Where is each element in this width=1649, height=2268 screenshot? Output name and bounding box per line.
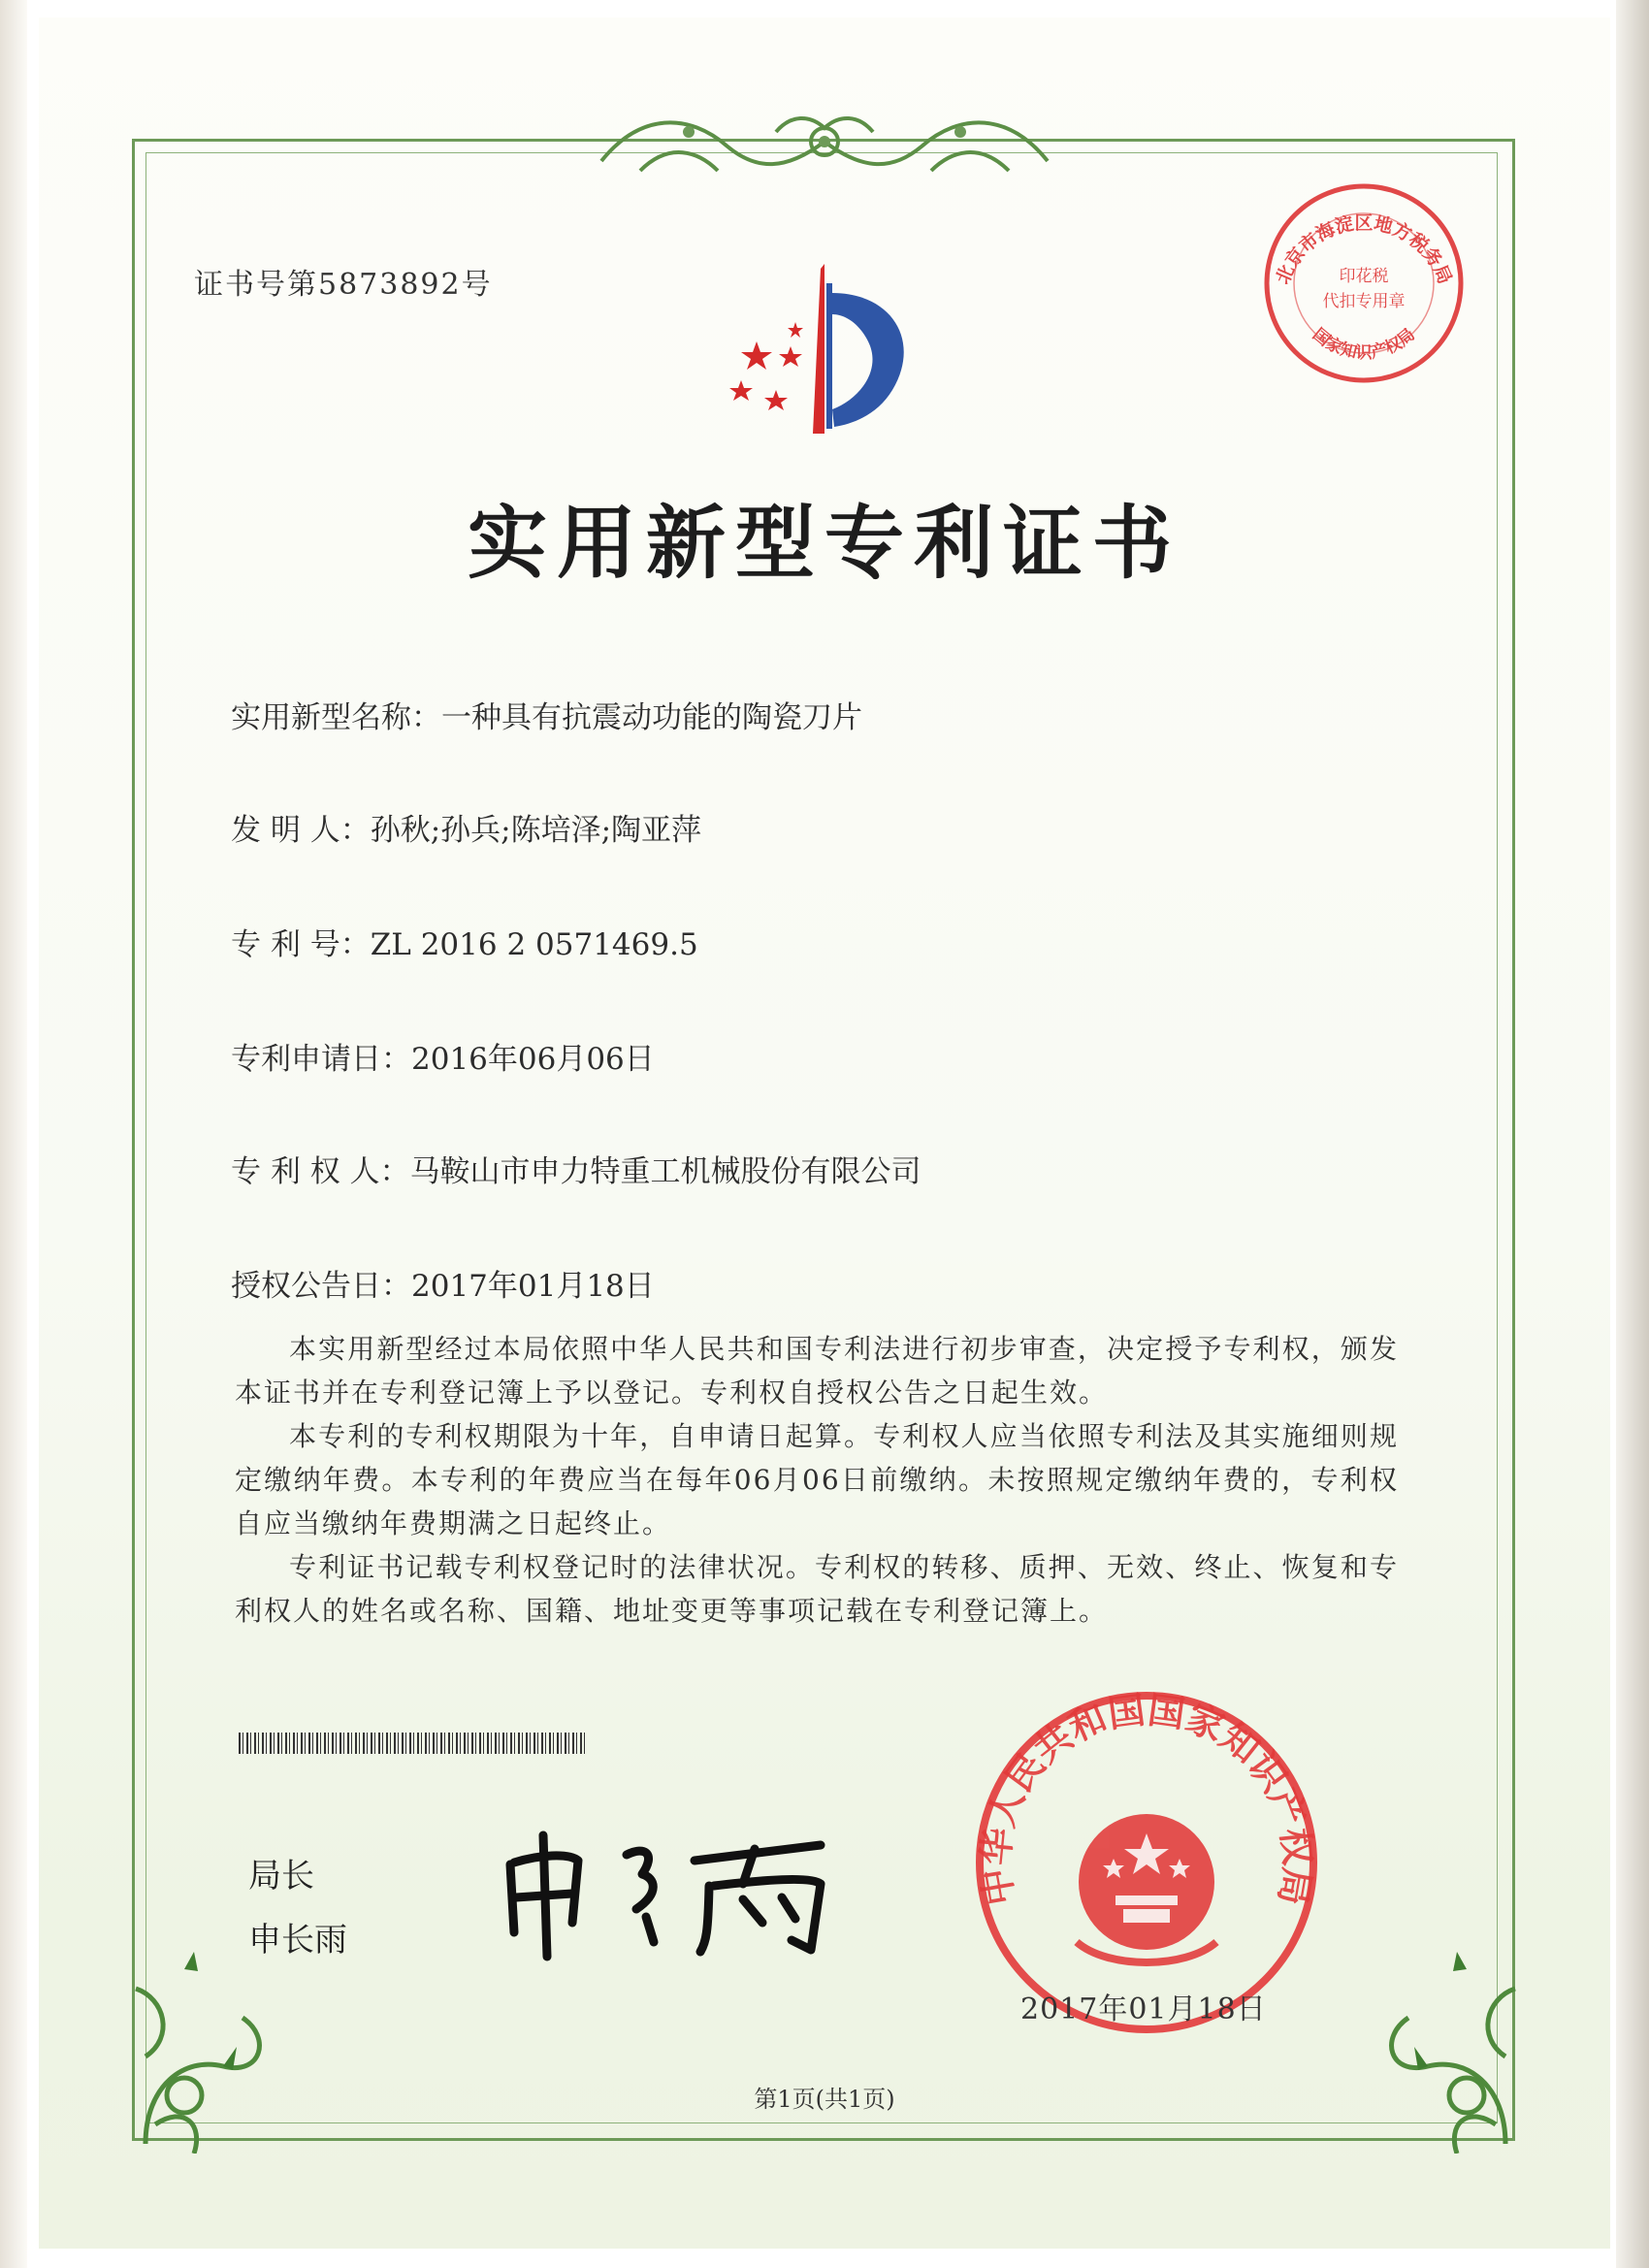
field-grant-date: [231, 1261, 655, 1305]
field-label: 实用新型名称：: [231, 700, 441, 735]
field-utility-model-name: [231, 693, 862, 736]
field-value: 马鞍山市申力特重工机械股份有限公司: [409, 1154, 922, 1189]
top-floral-ornament: [582, 103, 1067, 190]
certificate-number: 证书号第5873892号: [194, 268, 493, 302]
field-label: 发 明 人：: [231, 813, 371, 848]
field-label: 专利申请日：: [231, 1042, 411, 1077]
body-paragraph: 专利证书记载专利权登记时的法律状况。专利权的转移、质押、无效、终止、恢复和专利权人的姓名或名称、国籍、地址变更等事项记载在专利登记簿上。: [235, 1551, 1399, 1627]
field-application-date: [231, 1034, 655, 1078]
director-signature: [501, 1816, 850, 1961]
barcode: [239, 1733, 588, 1754]
svg-text:国家知识产权局: [1309, 325, 1419, 363]
tax-stamp-line-2: 代扣专用章: [1322, 292, 1406, 311]
seal-text: 中华人民共和国国家知识产权局: [973, 1688, 1320, 1909]
issue-date: 2017年01月18日: [1020, 1993, 1267, 2026]
field-value: ZL 2016 2 0571469.5: [370, 927, 698, 962]
director-name: 申长雨: [248, 1921, 347, 1960]
bottom-right-corner-ornament: [1350, 1930, 1525, 2154]
bottom-left-corner-ornament: [126, 1930, 301, 2154]
body-paragraph: 本专利的专利权期限为十年，自申请日起算。专利权人应当依照专利法及其实施细则规定缴纳年费。本专利的年费应当在每年06月06日前缴纳。未按照规定缴纳年费的，专利权自应当缴纳年费期满之日起终止。: [235, 1420, 1399, 1539]
tax-stamp: [1257, 177, 1471, 390]
tax-stamp-line-1: 印花税: [1339, 267, 1389, 286]
scan-edge-left: [0, 0, 27, 2268]
field-inventors: [231, 805, 701, 849]
patent-office-logo: [698, 254, 931, 448]
certificate-body-text: [235, 1327, 1399, 1633]
field-label: 专 利 权 人：: [231, 1154, 410, 1189]
field-value: 2016年06月06日: [411, 1042, 655, 1077]
field-value: 2017年01月18日: [411, 1269, 655, 1304]
field-patentee: [231, 1147, 922, 1190]
field-value: 孙秋;孙兵;陈培泽;陶亚萍: [370, 813, 702, 848]
field-label: 专 利 号：: [231, 927, 371, 962]
scan-edge-right: [1616, 0, 1649, 2268]
field-patent-number: [231, 920, 698, 963]
page-number: 第1页(共1页): [754, 2086, 895, 2113]
certificate-title: 实用新型专利证书: [467, 497, 1181, 590]
director-title: 局长: [248, 1857, 314, 1895]
tax-stamp-outer-text: 北京市海淀区地方税务局: [1272, 212, 1456, 288]
field-value: 一种具有抗震动功能的陶瓷刀片: [441, 700, 862, 735]
body-paragraph: 本实用新型经过本局依照中华人民共和国专利法进行初步审查，决定授予专利权，颁发本证书并在专利登记簿上予以登记。专利权自授权公告之日起生效。: [235, 1333, 1399, 1409]
tax-stamp-bottom-text: 国家知识产权局: [1309, 325, 1419, 363]
field-label: 授权公告日：: [231, 1269, 411, 1304]
